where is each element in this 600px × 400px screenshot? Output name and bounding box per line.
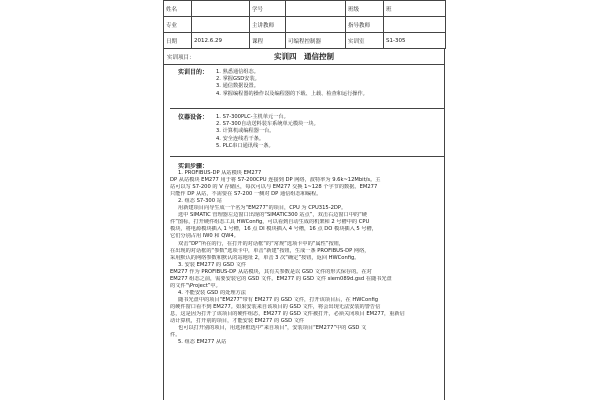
header-table bbox=[163, 0, 446, 49]
equipment-list bbox=[216, 114, 319, 150]
teacher-label: 主讲教师 bbox=[250, 17, 286, 33]
objectives-heading: 实训目的： bbox=[178, 69, 209, 76]
header-row-name bbox=[164, 1, 446, 17]
objectives-list bbox=[216, 69, 368, 98]
guide-label: 指导教师 bbox=[346, 17, 384, 33]
step-line: 也可以打开别的项目，用选择框选中“来自项目”，安装项目“EM277”中的 GSD 文 bbox=[178, 325, 367, 332]
objective-item: 3. 通信数据设置。 bbox=[216, 83, 259, 90]
step-line: 1. PROFIBUS-DP 从站模块 EM277 bbox=[178, 170, 262, 177]
step-line: DP 从站模块 EM277 用于将 S7-200CPU 连接到 DP 网络，波特率为 9.6k~12Mbit/s。主 bbox=[170, 177, 381, 184]
steps-section bbox=[170, 163, 438, 346]
name-label: 姓名 bbox=[164, 1, 192, 17]
step-line: EM277 组态之前，需要安装它的 GSD 文件。EM277 的 GSD 文件 siem089d.gsd 在随书光盘 bbox=[170, 275, 392, 282]
equipment-item: 2. S7-300自动送料装车系统单元模块一块。 bbox=[216, 121, 319, 128]
header-row-major bbox=[164, 17, 446, 33]
equipment-item: 4. 安全连线若干条。 bbox=[216, 135, 265, 142]
step-line: 件”图标，打开硬件组态工具 HWConfig，可以看到自动生成的机架和 2 号槽中的 CPU bbox=[170, 219, 370, 226]
step-line: 采用默认的网络参数和默认的站地址 2，单击 3 次“确定”按钮，返回 HWConfig。 bbox=[170, 254, 360, 261]
equipment-item: 3. 计算机或编程器一台。 bbox=[216, 128, 275, 135]
step-line: 息，这是因为打开了该项目的硬件组态，EM277 的 GSD 文件被打开，必须关闭项目 EM277，重新启 bbox=[170, 310, 405, 317]
student-id-value bbox=[286, 1, 346, 17]
major-value bbox=[192, 17, 250, 33]
step-line: 4. 不能安装 GSD 的处理方法 bbox=[178, 289, 246, 296]
step-line: 的硬件窗口看不到 EM277。如果安装来自该项目的 GSD 文件，将会出现无法安装的警告信 bbox=[170, 303, 381, 310]
name-value bbox=[192, 1, 250, 17]
steps-heading: 实训步骤： bbox=[178, 163, 209, 170]
equipment-item: 1. S7-300PLC-主机单元一台。 bbox=[216, 114, 289, 120]
objective-item: 4. 掌握编程器的操作以及编程器的下载、上载、检查和运行操作。 bbox=[216, 90, 368, 97]
section-divider bbox=[170, 156, 444, 157]
step-line: 它们分别占用 IW0 和 QW4。 bbox=[170, 233, 239, 240]
report-body bbox=[163, 64, 445, 400]
section-divider bbox=[170, 108, 444, 109]
step-line: 随书光盘中的项目“EM277”带有 EM277 的 GSD 文件，打开该项目后，在 HWConfig bbox=[178, 296, 379, 303]
lab-value: S1-305 bbox=[384, 33, 446, 49]
objective-item: 2. 掌握GSD安装。 bbox=[216, 76, 260, 83]
class-label: 班级 bbox=[346, 1, 384, 17]
class-value: 班 bbox=[384, 1, 446, 17]
lab-label: 实训室 bbox=[346, 33, 384, 49]
step-line: 模块，将电源模块插入 1 号槽，16 点 DI 模块插入 4 号槽，16 点 DO 模块插入 5 号槽， bbox=[170, 226, 377, 233]
step-line: 双击“DP”所在的行，在打开的对话框“的“常规”选项卡中的“属性”按钮， bbox=[178, 240, 345, 247]
project-label: 实训项目： bbox=[167, 55, 195, 61]
date-value: 2012.6.29 bbox=[192, 33, 250, 49]
step-line: 选中 SIMATIC 管理器左边窗口出现的“SIMATIC300 站点”，双击右边窗口中的“硬 bbox=[178, 212, 367, 219]
equipment-item: 5. PLC串口通讯线一条。 bbox=[216, 142, 274, 149]
lab-report-sheet bbox=[163, 0, 445, 400]
step-line: EM277 作为 PROFIBUS-DP 从站模块，其有关参数是以 GSD 文件的形式保存的。在对 bbox=[170, 268, 372, 275]
project-title: 实训四 通信控制 bbox=[274, 52, 334, 61]
objective-item: 1. 熟悉通信组态。 bbox=[216, 69, 259, 75]
student-id-label: 学号 bbox=[250, 1, 286, 17]
step-line: 3. 安装 EM277 的 GSD 文件 bbox=[178, 261, 247, 268]
major-label: 专业 bbox=[164, 17, 192, 33]
guide-value bbox=[384, 17, 446, 33]
equipment-heading: 仪器设备： bbox=[178, 114, 209, 121]
step-line: 的文件“\Project”中。 bbox=[170, 282, 221, 289]
step-line: 只能作 DP 从站，不需要在 S7-200 一侧对 DP 通信组态和编程。 bbox=[170, 191, 322, 198]
step-line: 用新建项目向导生成一个名为“EM277”的项目，CPU 为 CPU315-2DP。 bbox=[178, 205, 347, 212]
project-title-row bbox=[163, 48, 445, 65]
step-line: 2. 组态 S7-300 站 bbox=[178, 198, 222, 205]
step-line: 站可以写 S7-200 的 V 存储区，每次可以与 EM277 交换 1~128 个字节的数据。EM277 bbox=[170, 184, 378, 191]
step-line: 件。 bbox=[170, 332, 181, 339]
course-label: 课程 bbox=[250, 33, 286, 49]
step-line: 动计算机，打开别的项目，才能安装 EM277 的 GSD 文件 bbox=[170, 318, 305, 325]
step-line: 在出现的对话框的“参数”选项卡中，单击“新建”按钮，生成一条 PROFIBUS-DP 网络， bbox=[170, 247, 370, 254]
date-label: 日期 bbox=[164, 33, 192, 49]
step-line: 5. 组态 EM277 从站 bbox=[178, 339, 227, 346]
course-value: 可编程控制器 bbox=[286, 33, 346, 49]
header-row-date bbox=[164, 33, 446, 49]
teacher-value bbox=[286, 17, 346, 33]
